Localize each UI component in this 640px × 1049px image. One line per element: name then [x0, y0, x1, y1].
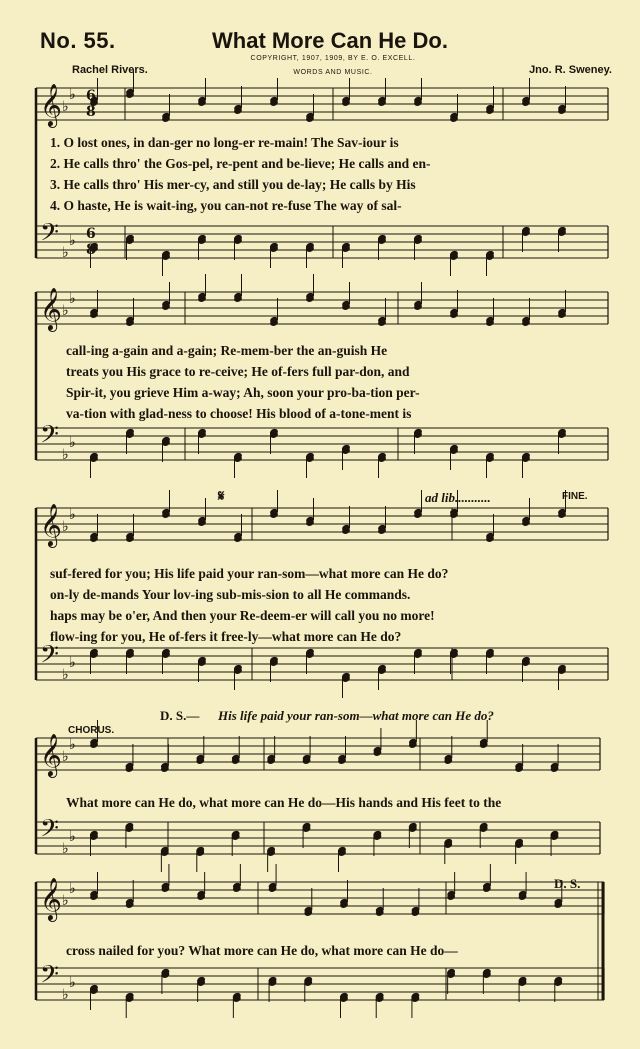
verse-4-line-2: va-tion with glad-ness to choose! His blood of a-tone-ment is — [66, 406, 412, 421]
time-signature: 6 — [86, 88, 96, 104]
treble-clef-1: 𝄞 — [40, 82, 62, 126]
ds-end-mark: D. S. — [554, 876, 581, 891]
key-flat: ♭ — [69, 291, 76, 308]
key-flat: ♭ — [62, 749, 69, 766]
verse-1-line-2: call-ing a-gain and a-gain; Re-mem-ber the an-guish He — [66, 343, 388, 358]
fine-mark: FINE. — [562, 491, 588, 502]
ds-line-text: His life paid your ran-som—what more can He do? — [218, 708, 494, 723]
hymn-number: No. 55. — [40, 28, 116, 53]
bass-clef-3: 𝄢 — [40, 640, 59, 675]
key-flat: ♭ — [62, 987, 69, 1004]
verse-2-line-2: treats you His grace to re-ceive; He of-fers full par-don, and — [66, 364, 410, 379]
key-flat: ♭ — [62, 245, 69, 262]
verse-2-line-3: on-ly de-mands Your lov-ing sub-mis-sion to all He commands. — [50, 587, 411, 602]
time-signature: 8 — [86, 242, 96, 258]
ad-lib-mark: ad lib........... — [425, 490, 491, 505]
key-flat: ♭ — [62, 893, 69, 910]
time-signature: 8 — [86, 104, 96, 120]
treble-clef-2: 𝄞 — [40, 286, 62, 330]
copyright-line: COPYRIGHT, 1907, 1909, BY E. O. EXCELL. — [250, 55, 416, 62]
words-and-music-line: WORDS AND MUSIC. — [293, 69, 373, 76]
key-flat: ♭ — [69, 655, 76, 672]
verse-2-line-1: 2. He calls thro' the Gos-pel, re-pent and be-lieve; He calls and en- — [50, 156, 431, 171]
verse-1-line-3: suf-fered for you; His life paid your ran-som—what more can He do? — [50, 566, 449, 581]
key-flat: ♭ — [62, 841, 69, 858]
bass-clef-1: 𝄢 — [40, 218, 59, 253]
chorus-line-1: What more can He do, what more can He do—His hands and His feet to the — [66, 795, 502, 810]
bass-clef-5: 𝄢 — [40, 960, 59, 995]
verse-3-line-3: haps may be o'er, And then your Re-deem-er will call you no more! — [50, 608, 435, 623]
composer-credit: Jno. R. Sweney. — [529, 64, 612, 76]
key-flat: ♭ — [62, 447, 69, 464]
key-flat: ♭ — [62, 519, 69, 536]
key-flat: ♭ — [69, 87, 76, 104]
chorus-label: CHORUS. — [68, 725, 115, 736]
key-flat: ♭ — [69, 233, 76, 250]
lyricist-credit: Rachel Rivers. — [72, 64, 148, 76]
treble-clef-5: 𝄞 — [40, 876, 62, 920]
verse-3-line-2: Spir-it, you grieve Him a-way; Ah, soon your pro-ba-tion per- — [66, 385, 420, 400]
key-flat: ♭ — [69, 435, 76, 452]
verse-1-line-1: 1. O lost ones, in dan-ger no long-er re-main! The Sav-iour is — [50, 135, 399, 150]
key-flat: ♭ — [62, 99, 69, 116]
key-flat: ♭ — [62, 303, 69, 320]
hymn-title: What More Can He Do. — [212, 28, 448, 53]
time-signature: 6 — [86, 226, 96, 242]
verse-3-line-1: 3. He calls thro' His mer-cy, and still you de-lay; He calls by His — [50, 177, 416, 192]
treble-clef-3: 𝄞 — [40, 502, 62, 546]
key-flat: ♭ — [69, 975, 76, 992]
verse-4-line-1: 4. O haste, He is wait-ing, you can-not re-fuse The way of sal- — [50, 198, 402, 213]
treble-clef-4: 𝄞 — [40, 732, 62, 776]
bass-clef-2: 𝄢 — [40, 420, 59, 455]
chorus-line-2: cross nailed for you? What more can He do, what more can He do— — [66, 943, 458, 958]
key-flat: ♭ — [69, 881, 76, 898]
key-flat: ♭ — [69, 737, 76, 754]
key-flat: ♭ — [69, 829, 76, 846]
verse-4-line-3: flow-ing for you, He of-fers it free-ly—what more can He do? — [50, 629, 402, 644]
ds-label: D. S.— — [160, 708, 200, 723]
key-flat: ♭ — [69, 507, 76, 524]
key-flat: ♭ — [62, 667, 69, 684]
bass-clef-4: 𝄢 — [40, 814, 59, 849]
segno-sign: 𝄋 — [218, 489, 225, 505]
